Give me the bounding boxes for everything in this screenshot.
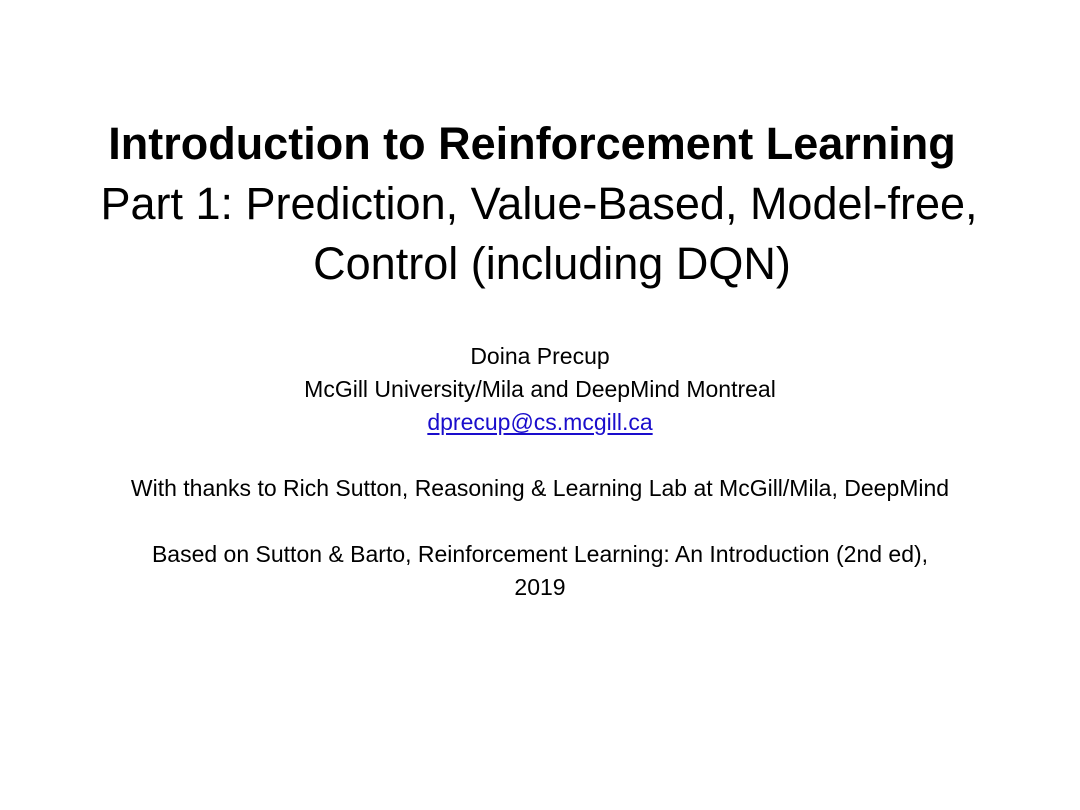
subtitle-line-1: Part 1: Prediction, Value-Based, Model-free, xyxy=(100,178,978,229)
author-affiliation: McGill University/Mila and DeepMind Montreal xyxy=(304,376,776,402)
body-block xyxy=(0,340,1080,604)
slide-title: Introduction to Reinforcement Learning xyxy=(108,118,956,169)
email-line xyxy=(0,406,1080,439)
title-block xyxy=(0,114,1080,294)
based-on-line-2: 2019 xyxy=(514,574,566,600)
email-link[interactable]: dprecup@cs.mcgill.ca xyxy=(427,409,653,435)
spacer xyxy=(0,439,1080,472)
author-name: Doina Precup xyxy=(470,343,610,369)
slide-subtitle xyxy=(0,174,1080,294)
based-on-line-1: Based on Sutton & Barto, Reinforcement Learning: An Introduction (2nd ed), xyxy=(151,541,929,567)
subtitle-line-2: Control (including DQN) xyxy=(313,238,791,289)
spacer xyxy=(0,505,1080,538)
acknowledgements: With thanks to Rich Sutton, Reasoning & Learning Lab at McGill/Mila, DeepMind xyxy=(130,475,950,501)
